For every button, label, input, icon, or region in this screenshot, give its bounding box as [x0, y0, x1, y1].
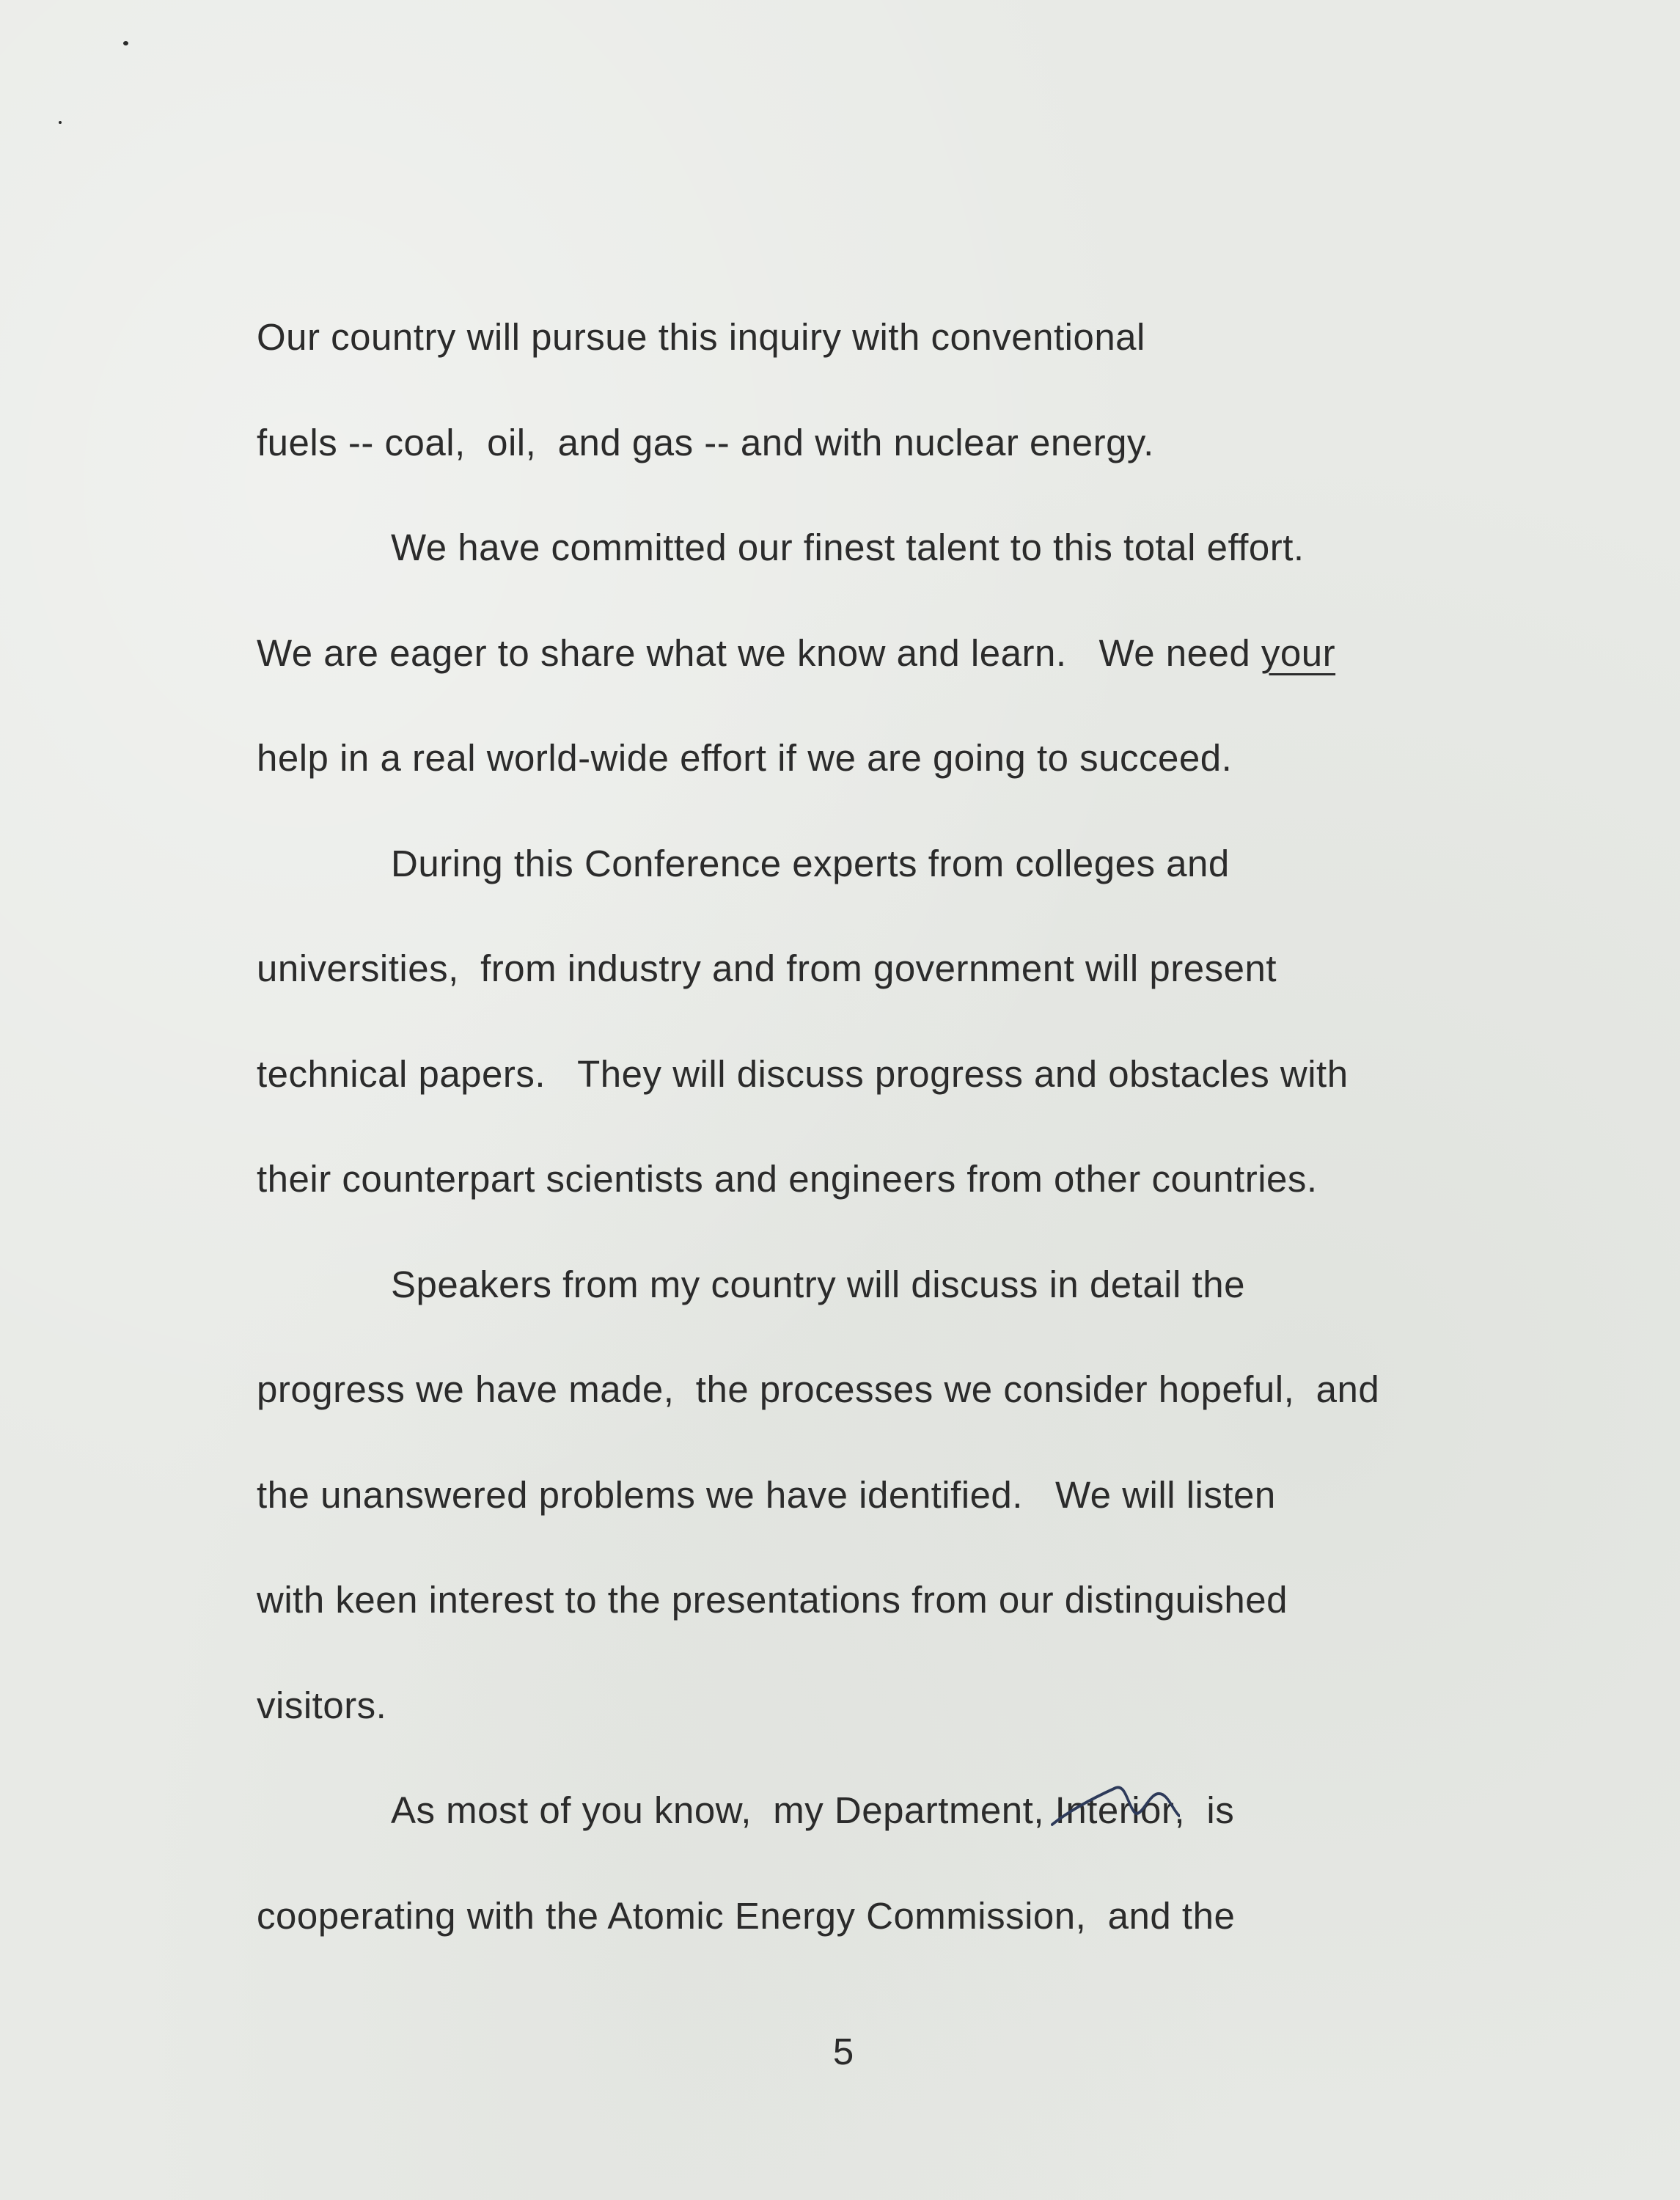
- text-line: [257, 1770, 1503, 1876]
- paper-speck: [59, 121, 62, 124]
- text-line: Our country will pursue this inquiry with conventional: [257, 316, 1145, 358]
- text-segment: We are eager to share what we know and learn. We need: [257, 631, 1261, 674]
- struck-word: [1055, 1770, 1175, 1851]
- text-line: fuels -- coal, oil, and gas -- and with nuclear energy.: [257, 421, 1154, 463]
- text-line: During this Conference experts from colleges and: [391, 842, 1230, 884]
- text-line: We have committed our finest talent to this total effort.: [391, 527, 1305, 568]
- body-text: [257, 297, 1503, 1981]
- page-number: 5: [832, 2031, 854, 2072]
- text-line: Speakers from my country will discuss in detail the: [391, 1263, 1245, 1305]
- text-segment: , is: [1174, 1789, 1235, 1831]
- text-line: progress we have made, the processes we consider hopeful, and: [257, 1368, 1380, 1410]
- text-line: universities, from industry and from government will present: [257, 947, 1277, 989]
- text-line: [257, 613, 1503, 719]
- text-line: technical papers. They will discuss progress and obstacles with: [257, 1052, 1349, 1095]
- struck-word-text: Interior: [1054, 1789, 1175, 1831]
- text-line: visitors.: [257, 1684, 387, 1726]
- underlined-word: your: [1261, 631, 1336, 674]
- text-line: their counterpart scientists and engineers from other countries.: [257, 1158, 1318, 1200]
- text-line: with keen interest to the presentations from our distinguished: [257, 1579, 1288, 1621]
- text-line: cooperating with the Atomic Energy Commission, and the: [257, 1894, 1236, 1937]
- text-segment: As most of you know, my Department,: [391, 1789, 1055, 1831]
- text-line: the unanswered problems we have identified. We will listen: [257, 1473, 1276, 1516]
- text-line: help in a real world-wide effort if we are going to succeed.: [257, 737, 1233, 779]
- paper-speck: [123, 41, 128, 45]
